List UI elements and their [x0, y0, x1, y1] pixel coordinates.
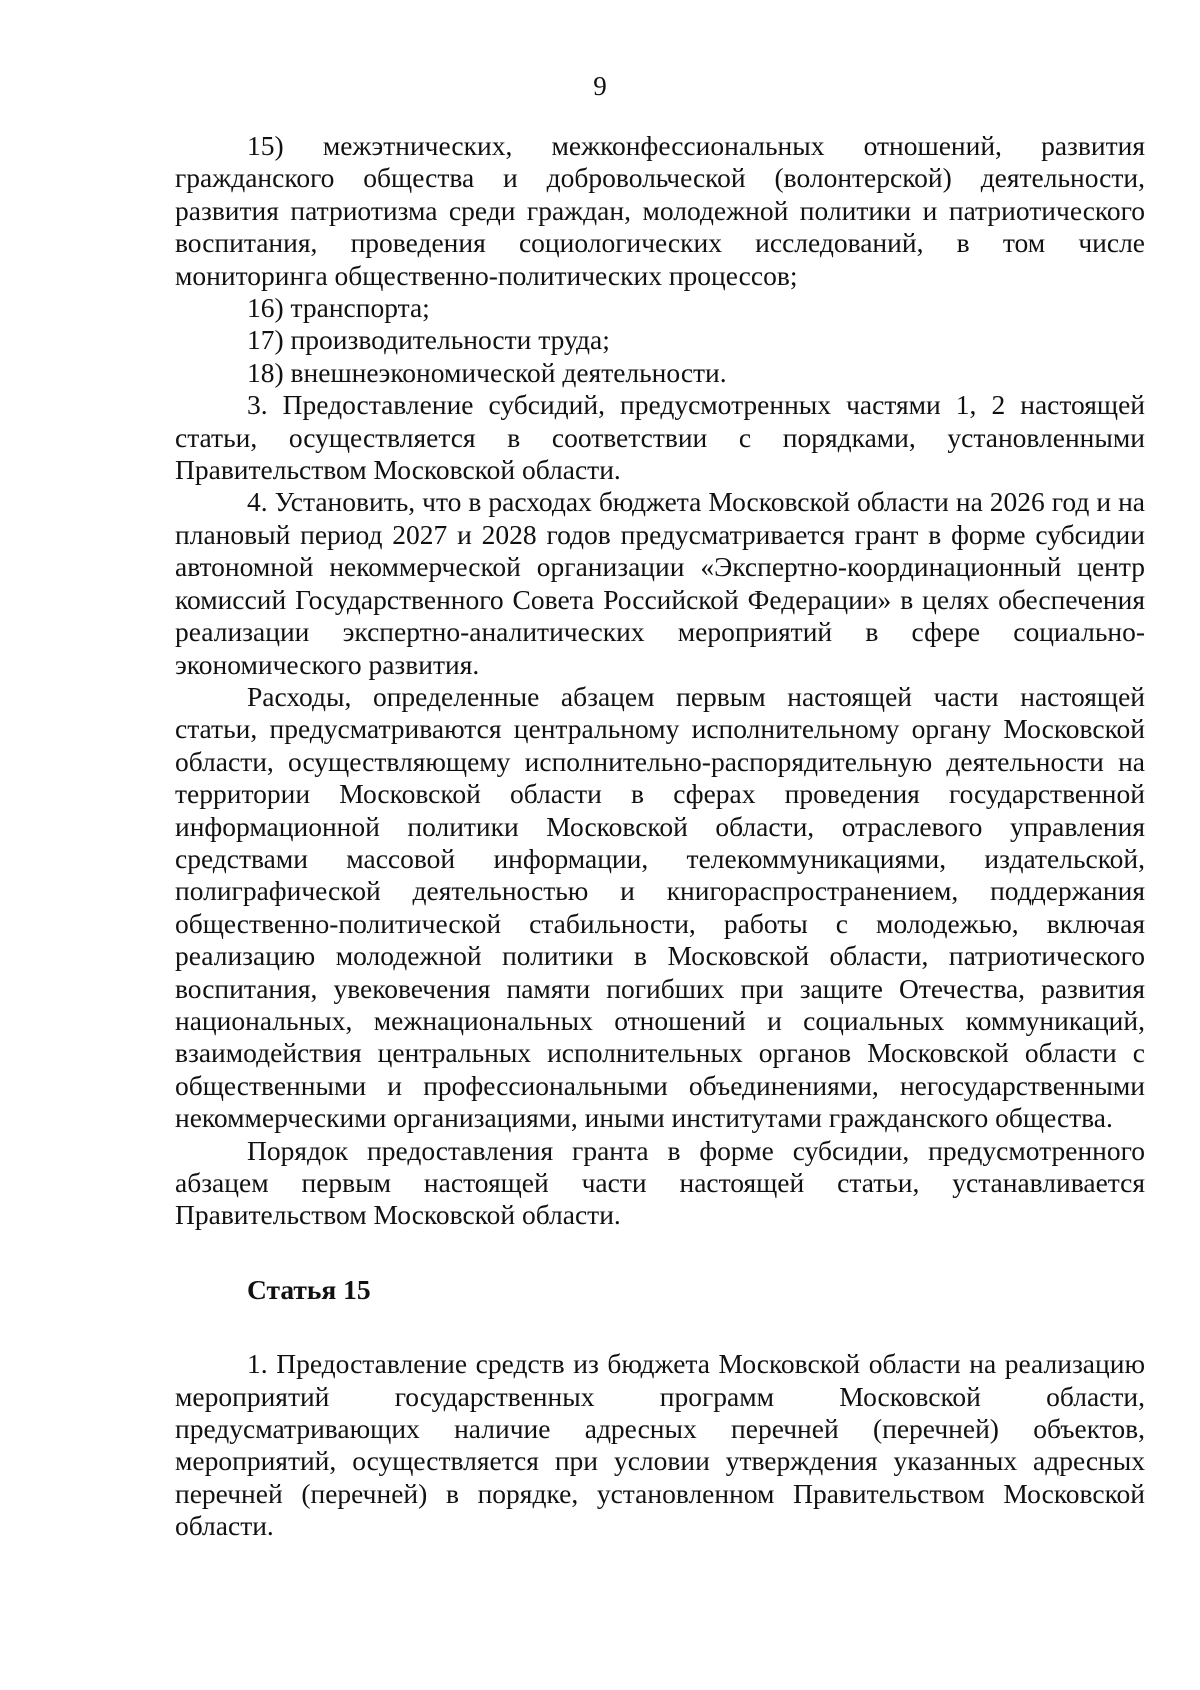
paragraph-item-16: 16) транспорта;	[247, 292, 430, 324]
paragraph-part-4: 4. Установить, что в расходах бюджета Московской области на 2026 год и на плановый период 2027 и 2028 годов предусматривается грант в форме субсидии автономной некоммерческой организации «Экспертно-координационный центр комиссий Государственного Совета Российской Федерации» в целях обеспечения реализации экспертно-аналитических мероприятий в сфере социально-экономического развития.	[175, 486, 1145, 680]
paragraph-item-15: 15) межэтнических, межконфессиональных отношений, развития гражданского общества и добровольческой (волонтерской) деятельности, развития патриотизма среди граждан, молодежной политики и патриотического воспитания, проведения социологических исследований, в том числе мониторинга общественно-политических процессов;	[175, 130, 1145, 291]
page-number: 9	[593, 71, 607, 101]
paragraph-part-3: 3. Предоставление субсидий, предусмотренных частями 1, 2 настоящей статьи, осуществляется в соответствии с порядками, установленными Правительством Московской области.	[175, 389, 1145, 486]
paragraph-article-15-part-1: 1. Предоставление средств из бюджета Московской области на реализацию мероприятий государственных программ Московской области, предусматривающих наличие адресных перечней (перечней) объектов, мероприятий, осуществляется при условии утверждения указанных адресных перечней (перечней) в порядке, установленном Правительством Московской области.	[175, 1348, 1145, 1542]
document-body	[175, 130, 1145, 1543]
spacer	[175, 1232, 1145, 1274]
paragraph-item-17: 17) производительности труда;	[247, 324, 610, 356]
paragraph-grant-procedure: Порядок предоставления гранта в форме субсидии, предусмотренного абзацем первым настоящей части настоящей статьи, устанавливается Правительством Московской области.	[175, 1134, 1145, 1231]
article-heading: Статья 15	[247, 1273, 371, 1305]
spacer	[175, 1306, 1145, 1348]
paragraph-item-18: 18) внешнеэкономической деятельности.	[247, 356, 727, 388]
paragraph-expenses: Расходы, определенные абзацем первым настоящей части настоящей статьи, предусматриваются центральному исполнительному органу Московской области, осуществляющему исполнительно-распорядительную деятельности на территории Московской области в сферах проведения государственной информационной политики Московской области, отраслевого управления средствами массовой информации, телекоммуникациями, издательской, полиграфической деятельностью и книгораспространением, поддержания общественно-политической стабильности, работы с молодежью, включая реализацию молодежной политики в Московской области, патриотического воспитания, увековечения памяти погибших при защите Отечества, развития национальных, межнациональных отношений и социальных коммуникаций, взаимодействия центральных исполнительных органов Московской области с общественными и профессиональными объединениями, негосударственными некоммерческими организациями, иными институтами гражданского общества.	[175, 680, 1145, 1134]
